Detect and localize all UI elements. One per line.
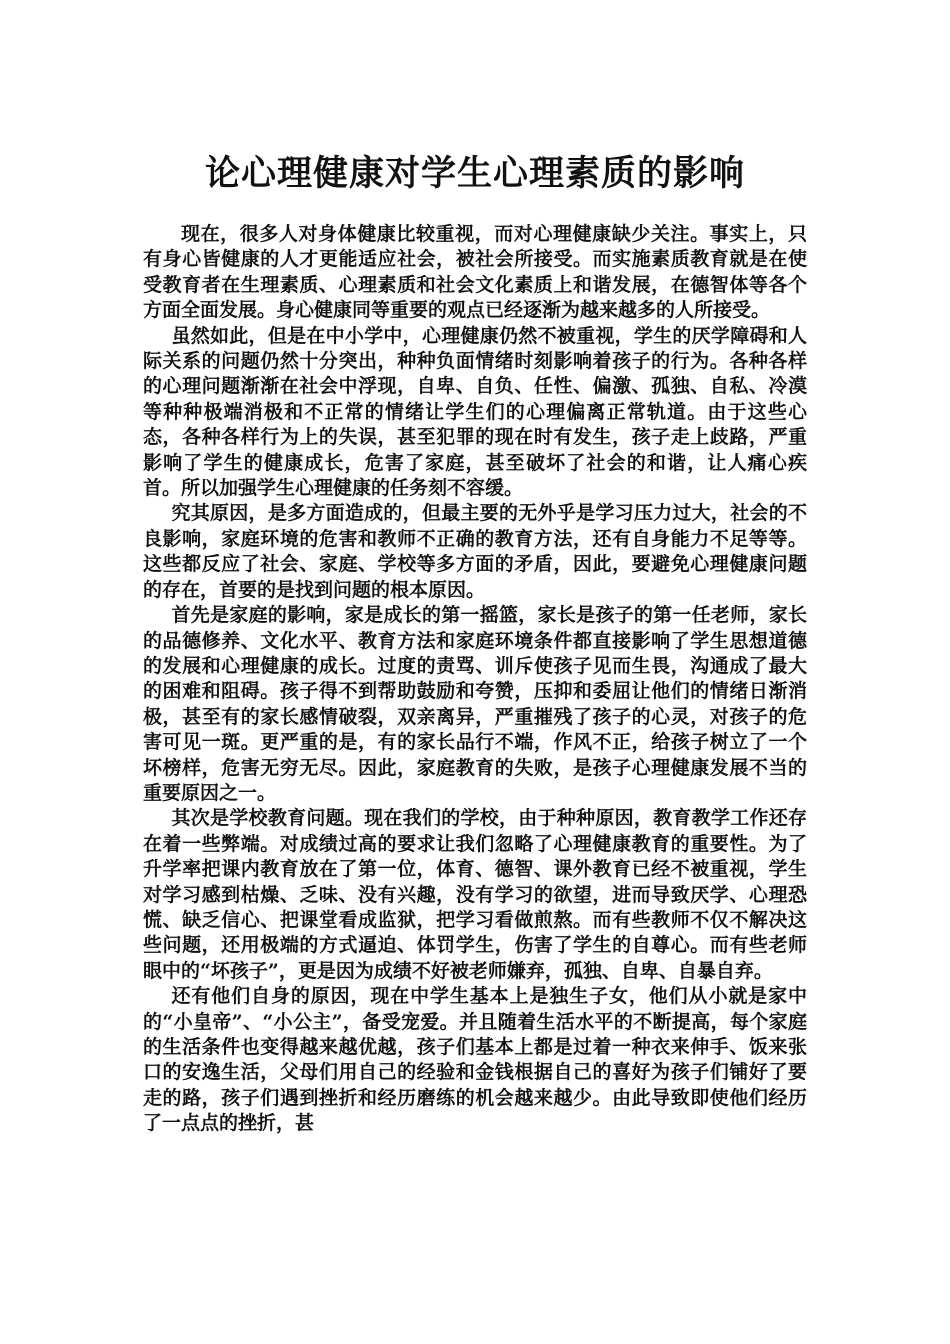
paragraph-1: 现在，很多人对身体健康比较重视，而对心理健康缺少关注。事实上，只有身心皆健康的人才更能适应社会，被社会所接受。而实施素质教育就是在使受教育者在生理素质、心理素质和社会文化素质上和谐发展，在德智体等各个方面全面发展。身心健康同等重要的观点已经逐渐为越来越多的人所接受。 xyxy=(143,223,807,322)
paragraph-2: 虽然如此，但是在中小学中，心理健康仍然不被重视，学生的厌学障碍和人际关系的问题仍然十分突出，种种负面情绪时刻影响着孩子的行为。各种各样的心理问题渐渐在社会中浮现，自卑、自负、任性、偏激、孤独、自私、冷漠等种种极端消极和不正常的情绪让学生们的心理偏离正常轨道。由于这些心态，各种各样行为上的失误，甚至犯罪的现在时有发生，孩子走上歧路，严重影响了学生的健康成长，危害了家庭，甚至破坏了社会的和谐，让人痛心疾首。所以加强学生心理健康的任务刻不容缓。 xyxy=(143,324,807,500)
document-title: 论心理健康对学生心理素质的影响 xyxy=(204,153,745,195)
paragraph-3: 究其原因，是多方面造成的，但最主要的无外乎是学习压力过大，社会的不良影响，家庭环境的危害和教师不正确的教育方法，还有自身能力不足等等。这些都反应了社会、家庭、学校等多方面的矛盾，因此，要避免心理健康问题的存在，首要的是找到问题的根本原因。 xyxy=(143,502,807,601)
paragraph-4: 首先是家庭的影响，家是成长的第一摇篮，家长是孩子的第一任老师，家长的品德修养、文化水平、教育方法和家庭环境条件都直接影响了学生思想道德的发展和心理健康的成长。过度的责骂、训斥使孩子见而生畏，沟通成了最大的困难和阻碍。孩子得不到帮助鼓励和夸赞，压抑和委屈让他们的情绪日渐消极，甚至有的家长感情破裂，双亲离异，严重摧残了孩子的心灵，对孩子的危害可见一斑。更严重的是，有的家长品行不端，作风不正，给孩子树立了一个坏榜样，危害无穷无尽。因此，家庭教育的失败，是孩子心理健康发展不当的重要原因之一。 xyxy=(143,604,807,804)
paragraph-6: 还有他们自身的原因，现在中学生基本上是独生子女，他们从小就是家中的“小皇帝”、“小公主”，备受宠爱。并且随着生活水平的不断提高，每个家庭的生活条件也变得越来越优越，孩子们基本上都是过着一种衣来伸手、饭来张口的安逸生活，父母们用自己的经验和金钱根据自己的喜好为孩子们铺好了要走的路，孩子们遇到挫折和经历磨练的机会越来越少。由此导致即使他们经历了一点点的挫折，甚 xyxy=(143,985,807,1135)
document-body xyxy=(143,222,807,1137)
paragraph-5: 其次是学校教育问题。现在我们的学校，由于种种原因，教育教学工作还存在着一些弊端。对成绩过高的要求让我们忽略了心理健康教育的重要性。为了升学率把课内教育放在了第一位，体育、德智、课外教育已经不被重视，学生对学习感到枯燥、乏味、没有兴趣，没有学习的欲望，进而导致厌学、心理恐慌、缺乏信心、把课堂看成监狱，把学习看做煎熬。而有些教师不仅不解决这些问题，还用极端的方式逼迫、体罚学生，伤害了学生的自尊心。而有些老师眼中的“坏孩子”，更是因为成绩不好被老师嫌弃，孤独、自卑、自暴自弃。 xyxy=(143,807,807,982)
